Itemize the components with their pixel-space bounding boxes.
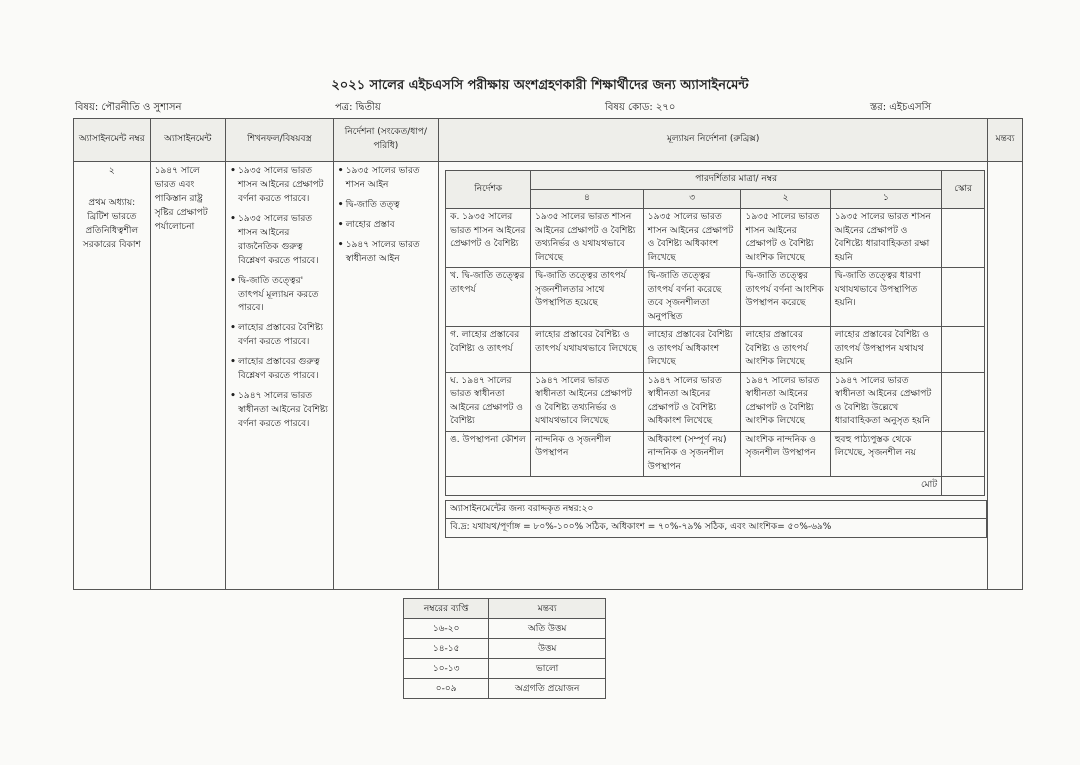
rubric-row bbox=[446, 327, 985, 373]
rubric-cell: হুবহু পাঠ্যপুস্তক থেকে লিখেছে, সৃজনশীল নয় bbox=[830, 431, 941, 477]
assignment-number-cell bbox=[74, 162, 151, 590]
level-label: স্তর: এইচএসসি bbox=[870, 102, 932, 113]
rubric-note: বি.দ্র: যথাযথ/পূর্ণাঙ্গ = ৮০%-১০০% সঠিক, অধিকাংশ = ৭০%-৭৯% সঠিক, এবং আংশিক= ৫০%-৬৯% bbox=[445, 519, 987, 538]
header-instruction: নির্দেশনা (সংকেত/ধাপ/পরিধি) bbox=[333, 119, 438, 162]
rubric-cell: নান্দনিক ও সৃজনশীল উপস্থাপন bbox=[531, 431, 644, 477]
instruction-item: • দ্বি-জাতি তত্ত্ব bbox=[346, 199, 434, 213]
rubric-table bbox=[445, 170, 985, 496]
subject-label: বিষয়: পৌরনীতি ও সুশাসন bbox=[75, 102, 182, 113]
rubric-level-header: পারদর্শিতার মাত্রা/ নম্বর bbox=[531, 171, 942, 190]
rubric-cell: ১৯৪৭ সালের ভারত স্বাধীনতা আইনের প্রেক্ষাপট ও বৈশিষ্ট্য আংশিক লিখেছে bbox=[741, 372, 830, 431]
rubric-cell: আংশিক নান্দনিক ও সৃজনশীল উপস্থাপন bbox=[741, 431, 830, 477]
rubric-cell: লাহোর প্রস্তাবের বৈশিষ্ট্য ও তাৎপর্য অধিকাংশ লিখেছে bbox=[643, 327, 741, 373]
rubric-cell: দ্বি-জাতি তত্ত্বের তাৎপর্য সৃজনশীলতার সাথে উপস্থাপিত হয়েছে bbox=[531, 268, 644, 327]
paper-label: পত্র: দ্বিতীয় bbox=[335, 102, 381, 113]
rubric-indicator: গ. লাহোর প্রস্তাবের বৈশিষ্ট্য ও তাৎপর্য bbox=[446, 327, 531, 373]
rubric-total-label: মোট bbox=[446, 477, 942, 496]
rubric-cell: ১৯৩৫ সালের ভারত শাসন আইনের প্রেক্ষাপট ও বৈশিষ্ট্যে ধারাবাহিকতা রক্ষা হয়নি bbox=[830, 209, 941, 268]
rubric-cell: ১৯৪৭ সালের ভারত স্বাধীনতা আইনের প্রেক্ষাপট ও বৈশিষ্ট্য তথ্যনির্ভর ও যথাযথভাবে লিখেছে bbox=[531, 372, 644, 431]
header-assignment: অ্যাসাইনমেন্ট bbox=[150, 119, 225, 162]
rubric-score-cell bbox=[942, 327, 985, 373]
rubric-cell: দ্বি-জাতি তত্ত্বের তাৎপর্য বর্ণনা আংশিক উপস্থাপন করেছে bbox=[741, 268, 830, 327]
learning-item: • ১৯৩৫ সালের ভারত শাসন আইনের প্রেক্ষাপট বর্ণনা করতে পারবে। bbox=[238, 165, 329, 207]
rubric-total-cell bbox=[942, 477, 985, 496]
learning-cell bbox=[226, 162, 334, 590]
rubric-cell: ১৯৪৭ সালের ভারত স্বাধীনতা আইনের প্রেক্ষাপট ও বৈশিষ্ট্য অধিকাংশ লিখেছে bbox=[643, 372, 741, 431]
instruction-item: • লাহোর প্রস্তাব bbox=[346, 219, 434, 233]
instruction-item: • ১৯৩৫ সালের ভারত শাসন আইন bbox=[346, 165, 434, 193]
document-title: ২০২১ সালের এইচএসসি পরীক্ষায় অংশগ্রহণকারী শিক্ষার্থীদের জন্য অ্যাসাইনমেন্ট bbox=[331, 78, 749, 93]
rubric-indicator: ক. ১৯৩৫ সালের ভারত শাসন আইনের প্রেক্ষাপট ও বৈশিষ্ট্য bbox=[446, 209, 531, 268]
assignment-table bbox=[73, 118, 1023, 590]
rubric-cell: ১৯৩৫ সালের ভারত শাসন আইনের প্রেক্ষাপট ও বৈশিষ্ট্য অধিকাংশ লিখেছে bbox=[643, 209, 741, 268]
grading-row bbox=[404, 619, 606, 639]
learning-item: • ১৯৩৫ সালের ভারত শাসন আইনের রাজনৈতিক গুরুত্ব বিশ্লেষণ করতে পারবে। bbox=[238, 213, 329, 269]
rubric-level: ৪ bbox=[531, 190, 644, 209]
rubric-row bbox=[446, 372, 985, 431]
grading-table bbox=[403, 598, 606, 699]
grading-remark-header: মন্তব্য bbox=[489, 599, 606, 619]
grading-range: ০-০৯ bbox=[404, 679, 489, 699]
rubric-cell: দ্বি-জাতি তত্ত্বের ধারণা যথাযথভাবে উপস্থাপিত হয়নি। bbox=[830, 268, 941, 327]
header-learning: শিখনফল/বিষয়বস্ত্র bbox=[226, 119, 334, 162]
rubric-score-cell bbox=[942, 431, 985, 477]
header-remarks: মন্তব্য bbox=[988, 119, 1023, 162]
instruction-cell bbox=[333, 162, 438, 590]
learning-item: • লাহোর প্রস্তাবের গুরুত্ব বিশ্লেষণ করতে পারবে। bbox=[238, 356, 329, 384]
grading-row bbox=[404, 679, 606, 699]
instruction-item: • ১৯৪৭ সালের ভারত স্বাধীনতা আইন bbox=[346, 239, 434, 267]
header-assignment-no: অ্যাসাইনমেন্ট নম্বর bbox=[74, 119, 151, 162]
grading-remark: অতি উত্তম bbox=[489, 619, 606, 639]
grading-remark: ভালো bbox=[489, 659, 606, 679]
grading-range: ১০-১৩ bbox=[404, 659, 489, 679]
grading-row bbox=[404, 639, 606, 659]
rubric-cell: দ্বি-জাতি তত্ত্বের তাৎপর্য বর্ণনা করেছে তবে সৃজনশীলতা অনুপস্থিত bbox=[643, 268, 741, 327]
rubric-score-cell bbox=[942, 209, 985, 268]
rubric-row bbox=[446, 268, 985, 327]
rubric-row bbox=[446, 209, 985, 268]
remarks-cell bbox=[988, 162, 1023, 590]
learning-item: • লাহোর প্রস্তাবের বৈশিষ্ট্য বর্ণনা করতে পারবে। bbox=[238, 322, 329, 350]
rubric-cell: লাহোর প্রস্তাবের বৈশিষ্ট্য ও তাৎপর্য উপস্থাপন যথাযথ হয়নি bbox=[830, 327, 941, 373]
assignment-number: ২ bbox=[108, 166, 115, 176]
rubric-level: ১ bbox=[830, 190, 941, 209]
rubric-score-cell bbox=[942, 372, 985, 431]
rubric-cell: লাহোর প্রস্তাবের বৈশিষ্ট্য ও তাৎপর্য আংশিক লিখেছে bbox=[741, 327, 830, 373]
rubric-cell: অধিকাংশ (সম্পূর্ণ নয়) নান্দনিক ও সৃজনশীল উপস্থাপন bbox=[643, 431, 741, 477]
rubric-score-cell bbox=[942, 268, 985, 327]
rubric-level: ২ bbox=[741, 190, 830, 209]
header-evaluation: মূল্যায়ন নির্দেশনা (রুব্রিক্স) bbox=[439, 119, 988, 162]
rubric-cell: ১৯৩৫ সালের ভারত শাসন আইনের প্রেক্ষাপট ও বৈশিষ্ট্য তথ্যনির্ভর ও যথাযথভাবে লিখেছে bbox=[531, 209, 644, 268]
grading-range: ১৬-২০ bbox=[404, 619, 489, 639]
grading-remark: অগ্রগতি প্রয়োজন bbox=[489, 679, 606, 699]
instruction-list bbox=[338, 165, 434, 267]
rubric-row bbox=[446, 431, 985, 477]
grading-remark: উত্তম bbox=[489, 639, 606, 659]
chapter-name: প্রথম অধ্যায়: ব্রিটিশ ভারতে প্রতিনিধিত্বশীল সরকারের বিকাশ bbox=[82, 197, 141, 250]
grading-range-header: নম্বরের ব্যপ্তি bbox=[404, 599, 489, 619]
assignment-text: ১৯৪৭ সালে ভারত এবং পাকিস্তান রাষ্ট্র সৃষ্টির প্রেক্ষাপট পর্যালোচনা bbox=[150, 162, 225, 590]
rubric-indicator: ঘ. ১৯৪৭ সালের ভারত স্বাধীনতা আইনের প্রেক্ষাপট ও বৈশিষ্ট্য bbox=[446, 372, 531, 431]
subject-code-label: বিষয় কোড: ২৭০ bbox=[605, 102, 676, 113]
rubric-cell: ১৯৪৭ সালের ভারত স্বাধীনতা আইনের প্রেক্ষাপট ও বৈশিষ্ট্য উল্লেখে ধারাবাহিকতা অনুসৃত হয়নি bbox=[830, 372, 941, 431]
learning-list bbox=[230, 165, 329, 432]
evaluation-cell bbox=[439, 162, 988, 590]
rubric-cell: লাহোর প্রস্তাবের বৈশিষ্ট্য ও তাৎপর্য যথাযথভাবে লিখেছে bbox=[531, 327, 644, 373]
rubric-indicator-header: নির্দেশক bbox=[446, 171, 531, 209]
allotted-marks: অ্যাসাইনমেন্টের জন্য বরাদ্দকৃত নম্বর:২০ bbox=[445, 500, 987, 520]
rubric-indicator: ঙ. উপস্থাপনা কৌশল bbox=[446, 431, 531, 477]
learning-item: • ১৯৪৭ সালের ভারত স্বাধীনতা আইনের বৈশিষ্ট্য বর্ণনা করতে পারবে। bbox=[238, 390, 329, 432]
rubric-score-header: স্কোর bbox=[942, 171, 985, 209]
learning-item: • দ্বি-জাতি তত্ত্বের' তাৎপর্য মূল্যায়ন করতে পারবে। bbox=[238, 275, 329, 317]
rubric-cell: ১৯৩৫ সালের ভারত শাসন আইনের প্রেক্ষাপট ও বৈশিষ্ট্য আংশিক লিখেছে bbox=[741, 209, 830, 268]
rubric-level: ৩ bbox=[643, 190, 741, 209]
grading-range: ১৪-১৫ bbox=[404, 639, 489, 659]
rubric-indicator: খ. দ্বি-জাতি তত্ত্বের তাৎপর্য bbox=[446, 268, 531, 327]
grading-row bbox=[404, 659, 606, 679]
